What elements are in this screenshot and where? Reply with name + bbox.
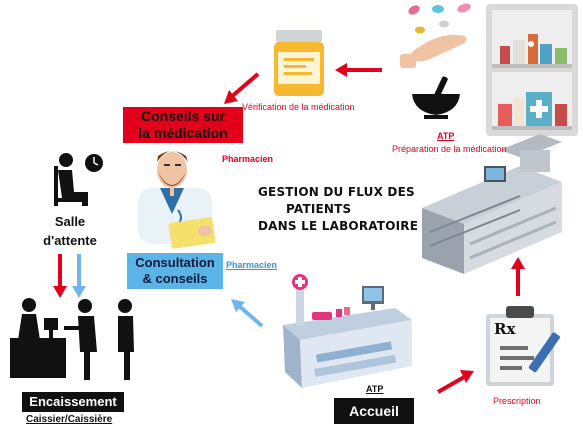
pharmacist-illustration xyxy=(138,151,216,249)
caissier-label: Caissier/Caissière xyxy=(26,414,113,425)
arrow-prescription-to-robot xyxy=(511,257,525,296)
atp-bottom-label: ATP xyxy=(366,384,384,394)
arrow-verif-to-conseils xyxy=(224,74,258,104)
diagram-title xyxy=(258,184,418,235)
reception-desk-illustration xyxy=(283,274,412,388)
atp-top-label: ATP xyxy=(437,131,455,141)
salle-line1: Salle xyxy=(54,214,86,229)
pill-bottle-icon xyxy=(274,30,324,96)
pills-icon xyxy=(407,2,472,34)
medicine-cabinet-icon xyxy=(486,4,578,136)
arrow-salle-down-red xyxy=(53,254,67,298)
encaissement-box: Encaissement xyxy=(22,392,124,412)
consultation-box xyxy=(127,253,223,289)
clock-icon xyxy=(85,154,103,172)
pharmacien-mid-label: Pharmacien xyxy=(226,260,278,270)
waiting-person-icon xyxy=(54,153,88,206)
hand-icon xyxy=(400,35,466,68)
title-line2: PATIENTS xyxy=(286,202,352,216)
arrow-accueil-to-prescription xyxy=(438,370,474,392)
mortar-pestle-icon xyxy=(412,76,460,119)
accueil-box: Accueil xyxy=(334,398,414,424)
prescription-clipboard-icon xyxy=(486,306,561,386)
conseils-medication-box xyxy=(123,107,243,143)
consultation-line1: Consultation xyxy=(135,255,215,270)
arrow-accueil-to-consultation xyxy=(231,299,262,326)
consultation-line2: & conseils xyxy=(142,271,208,286)
verification-label: Vérification de la médication xyxy=(242,102,355,112)
conseils-line1: Conseils sur xyxy=(140,108,226,124)
rx-symbol: Rx xyxy=(494,320,516,338)
pharmacy-robot-illustration xyxy=(422,134,562,274)
title-line1: GESTION DU FLUX DES xyxy=(258,185,415,199)
title-line3: DANS LE LABORATOIRE xyxy=(258,219,419,233)
preparation-label: Préparation de la médication xyxy=(392,144,507,154)
arrow-salle-down-blue xyxy=(72,254,86,298)
prescription-label: Prescription xyxy=(493,396,541,406)
salle-line2: d'attente xyxy=(43,233,97,248)
salle-attente-label xyxy=(40,212,100,250)
conseils-line2: la médication xyxy=(138,125,228,141)
cashier-scene-icon xyxy=(10,298,134,380)
pharmacien-top-label: Pharmacien xyxy=(222,154,274,164)
arrow-prep-to-verif xyxy=(335,63,382,77)
